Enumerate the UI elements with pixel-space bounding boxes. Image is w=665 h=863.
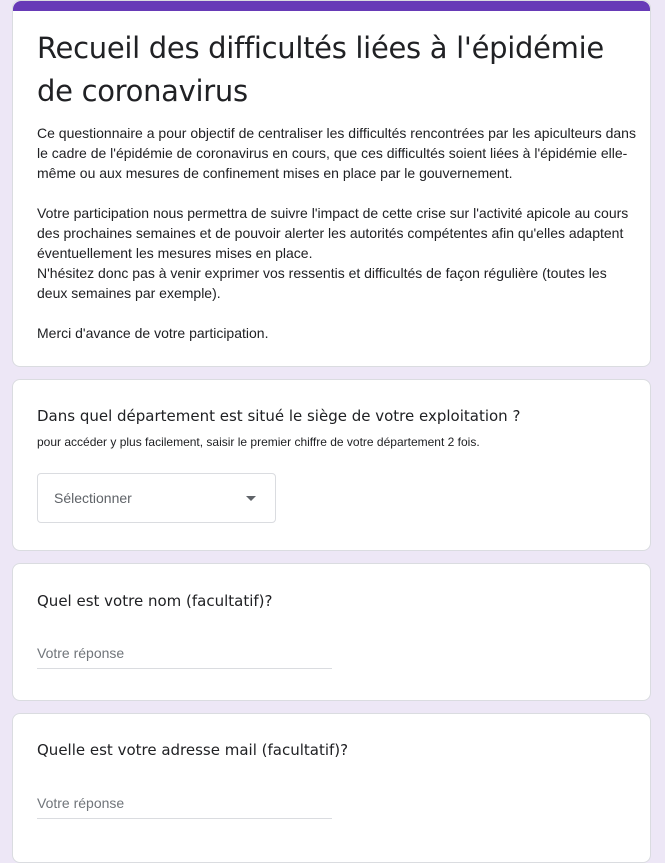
question-card-nom bbox=[12, 563, 651, 701]
question-card-departement bbox=[12, 379, 651, 551]
mail-input[interactable] bbox=[37, 788, 332, 819]
form-header-card bbox=[12, 0, 651, 367]
departement-select[interactable] bbox=[37, 473, 276, 523]
header-accent-bar bbox=[13, 1, 650, 11]
question-title-nom: Quel est votre nom (facultatif)? bbox=[37, 592, 273, 610]
form-description bbox=[37, 123, 637, 343]
question-title-mail: Quelle est votre adresse mail (facultatif)? bbox=[37, 741, 349, 759]
question-help-departement: pour accéder y plus facilement, saisir le premier chiffre de votre département 2 fois. bbox=[37, 435, 480, 449]
departement-select-label: Sélectionner bbox=[54, 490, 132, 506]
question-card-mail bbox=[12, 713, 651, 863]
form-description-paragraph-1: Ce questionnaire a pour objectif de centraliser les difficultés rencontrées par les apiculteurs dans le cadre de l'épidémie de coronavirus en cours, que ces difficultés soient liées à l'épidémie elle-même ou aux mesures de confinement mises en place par le gouvernement. bbox=[37, 125, 636, 181]
arrow-drop-down-icon bbox=[246, 496, 256, 501]
question-title-departement: Dans quel département est situé le siège de votre exploitation ? bbox=[37, 407, 521, 425]
form-description-spacer-1 bbox=[37, 183, 637, 203]
form-description-spacer-2 bbox=[37, 303, 637, 323]
form-description-paragraph-3: Merci d'avance de votre participation. bbox=[37, 325, 269, 341]
form-title: Recueil des difficultés liées à l'épidémie de coronavirus bbox=[37, 31, 604, 108]
form-description-paragraph-2: Votre participation nous permettra de suivre l'impact de cette crise sur l'activité apicole au cours des prochaines semaines et de pouvoir alerter les autorités compétentes afin qu'elles adaptent éventuellement les mesures mises en place. N'hésitez donc pas à venir exprimer vos ressentis et difficultés de façon régulière (toutes les deux semaines par exemple). bbox=[37, 205, 629, 301]
nom-input[interactable] bbox=[37, 638, 332, 669]
